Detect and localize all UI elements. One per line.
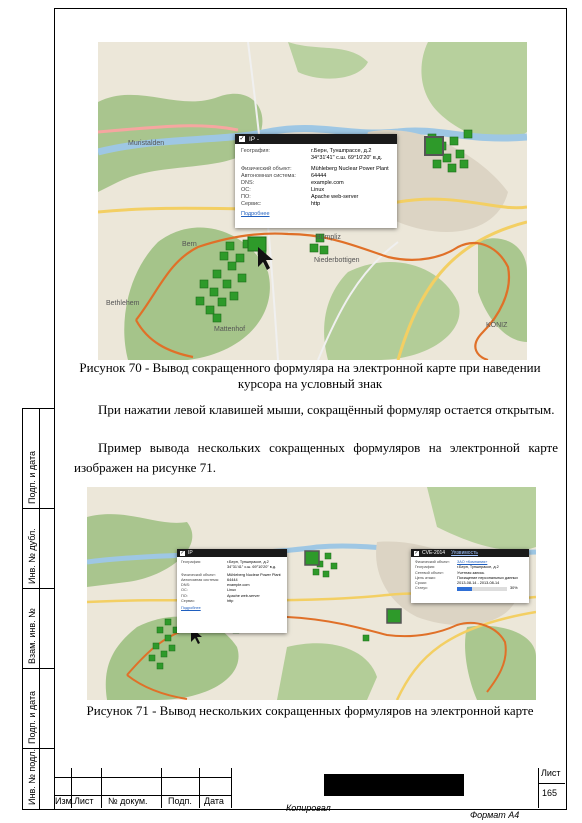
stamp-cell <box>102 768 162 778</box>
field-label: ОС: <box>241 187 251 193</box>
stamp-cell <box>162 778 200 796</box>
stamp-cell <box>102 778 162 796</box>
field-label: Сервис: <box>241 201 262 207</box>
field-value: http <box>311 201 321 207</box>
map-label: Bümpliz <box>316 234 341 241</box>
popup-body <box>235 144 397 218</box>
field-value: Linux <box>227 588 237 593</box>
hovered-marker <box>248 237 266 251</box>
map-label: Bern <box>182 241 197 248</box>
status-value: 30% <box>510 586 518 591</box>
popup-header <box>411 549 529 557</box>
field-value: г.Берн, Туншпрассе, д.2 <box>311 148 372 154</box>
title-block <box>54 768 565 808</box>
field-value: 34°31'41" с.ш. 69°10'20" в.д. <box>311 155 383 161</box>
check-icon: ✓ <box>180 549 185 556</box>
field-value[interactable]: ЗАО «Компания» <box>457 560 488 564</box>
side-label: Инв. № дубл. <box>27 528 37 584</box>
stamp-cell <box>200 768 232 778</box>
field-value: 64444 <box>227 577 238 582</box>
popup-short-form-cve[interactable] <box>411 549 529 603</box>
popup-tab[interactable]: Уязвимость <box>451 550 478 556</box>
field-value: Apache web-server <box>227 593 260 598</box>
popup-short-form-ip[interactable] <box>177 549 287 633</box>
field-label: Физический объект: <box>241 166 292 172</box>
map-label: KÖNIZ <box>486 322 508 329</box>
stamp-cell <box>72 778 102 796</box>
figure-70-caption: Рисунок 70 - Вывод сокращенного формуляра на электронной карте при наведении курсора на условный знак <box>79 360 541 391</box>
status-progress-fill <box>457 587 472 591</box>
selected-marker-south <box>387 609 401 623</box>
redacted-block <box>324 774 464 796</box>
selected-marker <box>305 551 319 565</box>
field-label: Статус: <box>415 586 429 591</box>
popup-title: CVE-2014 <box>422 550 446 556</box>
stamp-cell <box>200 778 232 796</box>
stamp-col-label: Изм. <box>55 796 75 806</box>
popup-header <box>177 549 287 557</box>
side-cell-dup-inv <box>23 509 55 589</box>
field-value: 34°31'41" с.ш. 69°10'20" в.д. <box>227 565 277 570</box>
field-value: Похищение персональных данных <box>457 575 519 580</box>
map-label: Niederbottigen <box>314 257 360 264</box>
side-label: Подп. и дата <box>27 690 37 744</box>
map-label: Bethlehem <box>106 300 140 307</box>
field-label: ПО: <box>241 194 251 200</box>
field-label: Цель атаки: <box>415 575 436 580</box>
map-figure-70[interactable] <box>98 42 527 360</box>
field-label: География: <box>415 565 435 570</box>
map-figure-71[interactable] <box>87 487 536 700</box>
field-label: DNS: <box>241 180 255 186</box>
stamp-title-cell <box>232 768 539 808</box>
details-link[interactable]: Подробнее <box>241 211 270 217</box>
popup-body <box>177 557 287 612</box>
side-label: Взам. инв. № <box>27 608 37 664</box>
field-label: География: <box>241 148 270 154</box>
status-progress-bar <box>457 587 507 591</box>
field-value: Linux <box>311 187 325 193</box>
field-value: example.com <box>227 583 250 588</box>
paragraph-2: Пример вывода нескольких сокращенных формуляров на электронной карте изображен на рисунке 71. <box>74 440 558 475</box>
side-cell-orig-inv <box>23 749 55 809</box>
field-value: г.Берн, Туншпрассе, д.2 <box>227 560 269 564</box>
paragraph-1: При нажатии левой клавишей мыши, сокращённый формуляр остается открытым. <box>98 402 555 417</box>
field-label: Автономная система: <box>241 173 296 179</box>
stamp-cell <box>54 778 72 796</box>
field-label: География: <box>181 560 201 564</box>
field-label: Физический объект: <box>181 572 216 577</box>
field-label: ОС: <box>181 588 188 593</box>
details-link[interactable]: Подробнее <box>181 606 201 611</box>
field-value: 64444 <box>311 173 327 179</box>
field-label: Сетевой объект: <box>415 570 444 575</box>
field-value: 2013-08-14 - 2013-08-14 <box>457 581 500 586</box>
field-label: Сроки: <box>415 581 427 586</box>
copied-label: Копировал <box>286 803 331 813</box>
field-value: Mühleberg Nuclear Power Plant <box>227 572 281 577</box>
stamp-cell <box>162 768 200 778</box>
stamp-col-label: № докум. <box>102 796 162 808</box>
stamp-cell <box>54 768 72 778</box>
side-stamp <box>22 408 55 810</box>
field-value: Учетная запись <box>457 570 485 575</box>
popup-title: IP <box>188 550 193 556</box>
field-value: example.com <box>311 180 344 186</box>
field-value: Apache web-server <box>311 194 359 200</box>
field-label <box>181 565 227 570</box>
popup-body <box>411 557 529 592</box>
field-label: Физический объект: <box>415 560 450 564</box>
side-label: Подп. и дата <box>27 450 37 504</box>
popup-header <box>235 134 397 144</box>
field-label: Автономная система: <box>181 577 219 582</box>
side-cell-sign-date-2 <box>23 669 55 749</box>
field-label: ПО: <box>181 593 188 598</box>
sheet-label: Лист <box>539 768 565 784</box>
sheet-number: 165 <box>542 788 558 798</box>
stamp-col-label: Подп. <box>162 796 200 808</box>
field-label: Сервис: <box>181 599 196 604</box>
map-label: Mattenhof <box>214 326 246 333</box>
field-label: DNS: <box>181 583 191 588</box>
popup-short-form[interactable] <box>235 134 397 228</box>
side-cell-replace-inv <box>23 589 55 669</box>
field-label <box>241 155 311 162</box>
side-cell-sign-date-1 <box>23 409 55 509</box>
stamp-col-label: Дата <box>200 796 232 808</box>
stamp-col-label: Лист <box>72 796 102 808</box>
figure-71-caption: Рисунок 71 - Вывод нескольких сокращенных формуляров на электронной карте <box>86 703 534 718</box>
format-label: Формат А4 <box>470 810 520 820</box>
field-value: Mühleberg Nuclear Power Plant <box>311 166 389 172</box>
field-value: г.Берн, Туншпрассе, д.2 <box>457 565 499 570</box>
popup-title: IP - <box>249 135 259 143</box>
selected-marker-east <box>425 137 443 155</box>
check-icon: ✓ <box>414 549 419 556</box>
field-value: http <box>227 599 234 604</box>
map-label: Muristalden <box>128 140 165 147</box>
stamp-cell <box>72 768 102 778</box>
check-icon: ✓ <box>239 136 245 142</box>
side-label: Инв. № подл. <box>27 748 37 805</box>
